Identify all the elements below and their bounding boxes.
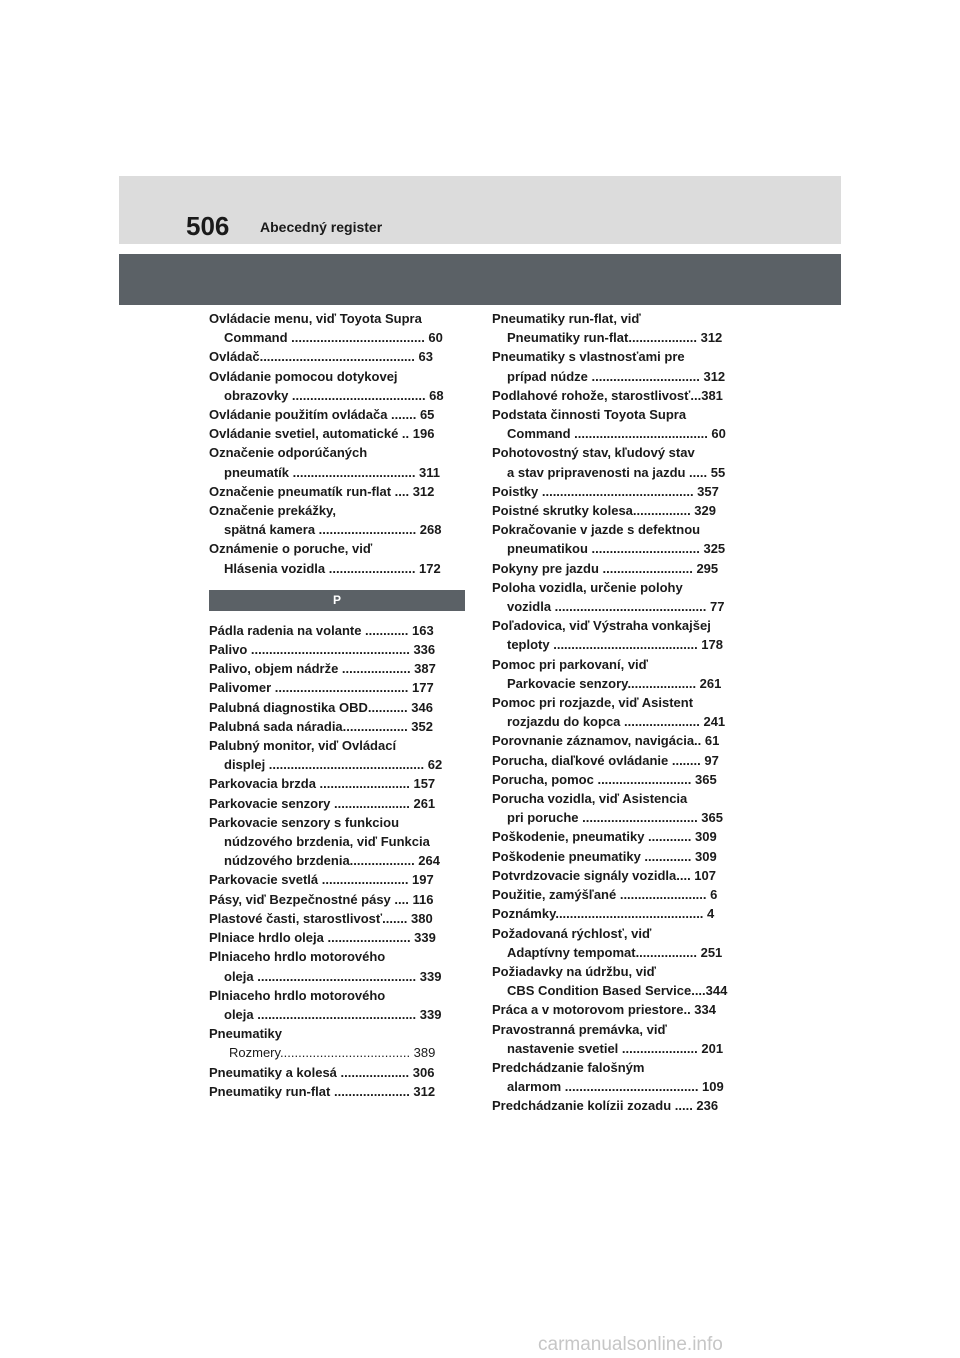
- entry-term: Porucha, diaľkové ovládanie ........ 97: [492, 752, 719, 768]
- left-end-entries: [209, 1063, 465, 1101]
- entry-term: Poškodenie pneumatiky ............. 309: [492, 848, 717, 864]
- index-entry: [209, 347, 465, 366]
- section-title: Abecedný register: [260, 219, 383, 235]
- index-entry: [209, 640, 465, 659]
- entry-continuation: teploty ........................................ 178: [507, 637, 723, 653]
- entry-term: Ovládanie pomocou dotykovej: [209, 368, 398, 384]
- index-entry: [209, 794, 465, 813]
- index-entry: [209, 1082, 465, 1101]
- entry-term: Ovládanie svetiel, automatické .. 196: [209, 426, 435, 442]
- entry-term: Porucha vozidla, viď Asistencia: [492, 791, 688, 807]
- entry-term: Predchádzanie falošným: [492, 1059, 645, 1075]
- index-entry: [492, 1058, 748, 1096]
- index-entry: [209, 909, 465, 928]
- entry-continuation: pneumatikou .............................. 325: [507, 541, 726, 557]
- entry-continuation: Pneumatiky run-flat................... 312: [507, 330, 723, 346]
- index-entry: [492, 693, 748, 731]
- index-entry: [492, 847, 748, 866]
- entry-term: Palivo ............................................ 336: [209, 642, 436, 658]
- left-top-entries: [209, 309, 465, 578]
- index-entry: [209, 621, 465, 640]
- index-entry: [492, 789, 748, 827]
- entry-term: Poistné skrutky kolesa................ 329: [492, 503, 716, 519]
- entry-continuation: Adaptívny tempomat................. 251: [507, 944, 723, 960]
- index-entry: [492, 655, 748, 693]
- entry-term: Pneumatiky s vlastnosťami pre: [492, 349, 685, 365]
- chapter-band: [119, 254, 841, 305]
- entry-term: Pneumatiky: [209, 1026, 282, 1042]
- index-entry: [209, 774, 465, 793]
- index-entry: [492, 405, 748, 443]
- index-entry: [209, 736, 465, 774]
- entry-continuation: displej ........................................... 62: [224, 757, 443, 773]
- entry-term: Plniaceho hrdlo motorového: [209, 949, 386, 965]
- entry-term: Poznámky......................................... 4: [492, 906, 715, 922]
- index-entry: [209, 986, 465, 1024]
- index-entry: [492, 751, 748, 770]
- entry-term: Pravostranná premávka, viď: [492, 1021, 667, 1037]
- index-entry: [492, 924, 748, 962]
- entry-term: Plastové časti, starostlivosť....... 380: [209, 910, 433, 926]
- index-entry: [492, 443, 748, 481]
- entry-term: Parkovacia brzda ......................... 157: [209, 776, 436, 792]
- entry-continuation: CBS Condition Based Service....344: [507, 983, 728, 999]
- entry-term: Oznámenie o poruche, viď: [209, 541, 373, 557]
- entry-term: Podlahové rohože, starostlivosť...381: [492, 387, 723, 403]
- entry-term: Práca a v motorovom priestore.. 334: [492, 1002, 716, 1018]
- index-entry: [209, 890, 465, 909]
- index-entry: [492, 1000, 748, 1019]
- entry-term: Plniace hrdlo oleja ....................... 339: [209, 930, 436, 946]
- index-entry: [209, 1063, 465, 1082]
- page-number: 506: [186, 211, 230, 241]
- index-entry: [209, 659, 465, 678]
- entry-continuation: oleja ............................................ 339: [224, 1006, 442, 1022]
- entry-continuation: prípad núdze .............................. 312: [507, 368, 726, 384]
- index-entry: [492, 347, 748, 385]
- entry-term: Potvrdzovacie signály vozidla.... 107: [492, 867, 716, 883]
- entry-term: Parkovacie senzory ..................... 261: [209, 795, 436, 811]
- entry-continuation: pri poruche ................................ 365: [507, 810, 723, 826]
- entry-term: Poloha vozidla, určenie polohy: [492, 579, 683, 595]
- index-entry: [209, 424, 465, 443]
- entry-term: Palubná sada náradia.................. 352: [209, 718, 433, 734]
- entry-continuation: a stav pripravenosti na jazdu ..... 55: [507, 464, 726, 480]
- entry-term: Parkovacie senzory s funkciou: [209, 814, 400, 830]
- entry-term: Poistky .......................................... 357: [492, 483, 719, 499]
- entry-continuation: oleja ............................................ 339: [224, 968, 442, 984]
- entry-term: Označenie odporúčaných: [209, 445, 368, 461]
- entry-term: Plniaceho hrdlo motorového: [209, 987, 386, 1003]
- entry-continuation: Command ..................................... 60: [224, 330, 443, 346]
- entry-continuation: vozidla .......................................... 77: [507, 599, 725, 615]
- entry-term: Predchádzanie kolízii zozadu ..... 236: [492, 1098, 719, 1114]
- entry-term: Palubná diagnostika OBD........... 346: [209, 699, 433, 715]
- index-entry: [209, 870, 465, 889]
- entry-continuation: alarmom ..................................... 109: [507, 1079, 724, 1095]
- index-column-left: [209, 309, 465, 1101]
- entry-term: Palubný monitor, viď Ovládací: [209, 738, 397, 754]
- entry-continuation: núdzového brzdenia.................. 264: [224, 853, 440, 869]
- entry-term: Požiadavky na údržbu, viď: [492, 963, 656, 979]
- index-entry: [492, 386, 748, 405]
- entry-term: Pádla radenia na volante ............ 163: [209, 622, 434, 638]
- entry-term: Ovládač........................................... 63: [209, 349, 433, 365]
- index-entry: [492, 501, 748, 520]
- index-entry: [492, 616, 748, 654]
- index-entry: [209, 698, 465, 717]
- entry-term: Podstata činnosti Toyota Supra: [492, 407, 687, 423]
- index-entry: [209, 947, 465, 985]
- entry-term: Parkovacie svetlá ........................ 197: [209, 872, 434, 888]
- index-entry: [209, 309, 465, 347]
- entry-continuation: Parkovacie senzory................... 261: [507, 675, 722, 691]
- index-entry: [492, 866, 748, 885]
- entry-term: Použitie, zamýšľané ........................ 6: [492, 887, 718, 903]
- entry-continuation: Hlásenia vozidla ........................ 172: [224, 560, 441, 576]
- entry-term: Pneumatiky run-flat, viď: [492, 311, 641, 326]
- entry-term: Pneumatiky a kolesá ................... 306: [209, 1064, 435, 1080]
- watermark: carmanualsonline.info: [538, 1334, 723, 1355]
- entry-continuation: obrazovky ..................................... 68: [224, 387, 444, 403]
- index-entry: [492, 520, 748, 558]
- index-entry: [209, 482, 465, 501]
- index-entry: [209, 717, 465, 736]
- index-entry: [492, 962, 748, 1000]
- entry-term: Palivo, objem nádrže ................... 387: [209, 661, 436, 677]
- entry-term: Ovládacie menu, viď Toyota Supra: [209, 311, 422, 326]
- entry-continuation: spätná kamera ........................... 268: [224, 522, 442, 538]
- index-entry: [492, 731, 748, 750]
- entry-continuation: rozjazdu do kopca ..................... 241: [507, 714, 726, 730]
- index-entry: [209, 501, 465, 539]
- entry-term: Porovnanie záznamov, navigácia.. 61: [492, 733, 720, 749]
- index-entry: [209, 678, 465, 697]
- index-entry: [492, 770, 748, 789]
- index-entry: [492, 559, 748, 578]
- subentry-line: Rozmery.................................... 389: [229, 1045, 436, 1061]
- entry-continuation: Command ..................................... 60: [507, 426, 726, 442]
- index-entry: [209, 813, 465, 871]
- entry-term: Porucha, pomoc .......................... 365: [492, 771, 717, 787]
- index-entry: [492, 1020, 748, 1058]
- entry-term: Pomoc pri rozjazde, viď Asistent: [492, 695, 694, 711]
- entry-term: Pneumatiky run-flat ..................... 312: [209, 1083, 436, 1099]
- entry-term: Pásy, viď Bezpečnostné pásy .... 116: [209, 891, 434, 907]
- entry-term: Poľadovica, viď Výstraha vonkajšej: [492, 618, 711, 634]
- index-entry: [209, 928, 465, 947]
- entry-term: Pohotovostný stav, kľudový stav: [492, 445, 695, 461]
- index-subentry: [209, 1043, 465, 1062]
- index-entry: [492, 578, 748, 616]
- entry-term: Ovládanie použitím ovládača ....... 65: [209, 407, 435, 423]
- index-entry: [492, 827, 748, 846]
- entry-continuation: pneumatík .................................. 311: [224, 464, 441, 480]
- entry-term: Pokyny pre jazdu ......................... 295: [492, 560, 719, 576]
- index-entry: [209, 405, 465, 424]
- index-entry: [492, 1096, 748, 1115]
- entry-term: Označenie prekážky,: [209, 503, 336, 519]
- entry-term: Pokračovanie v jazde s defektnou: [492, 522, 701, 538]
- letter-heading-p: P: [209, 590, 465, 611]
- index-entry: [209, 1024, 465, 1043]
- index-column-right: [492, 309, 748, 1116]
- entry-continuation: nastavenie svetiel ..................... 201: [507, 1040, 724, 1056]
- right-entries: [492, 309, 748, 1116]
- entry-continuation: núdzového brzdenia, viď Funkcia: [224, 834, 430, 850]
- index-entry: [492, 309, 748, 347]
- entry-term: Označenie pneumatík run-flat .... 312: [209, 483, 435, 499]
- entry-term: Požadovaná rýchlosť, viď: [492, 925, 652, 941]
- index-entry: [209, 539, 465, 577]
- left-p-entries: [209, 621, 465, 1043]
- entry-term: Palivomer ..................................... 177: [209, 680, 434, 696]
- entry-term: Pomoc pri parkovaní, viď: [492, 656, 648, 672]
- index-entry: [492, 885, 748, 904]
- index-entry: [209, 443, 465, 481]
- index-entry: [209, 367, 465, 405]
- index-entry: [492, 482, 748, 501]
- index-entry: [492, 904, 748, 923]
- entry-term: Poškodenie, pneumatiky ............ 309: [492, 829, 717, 845]
